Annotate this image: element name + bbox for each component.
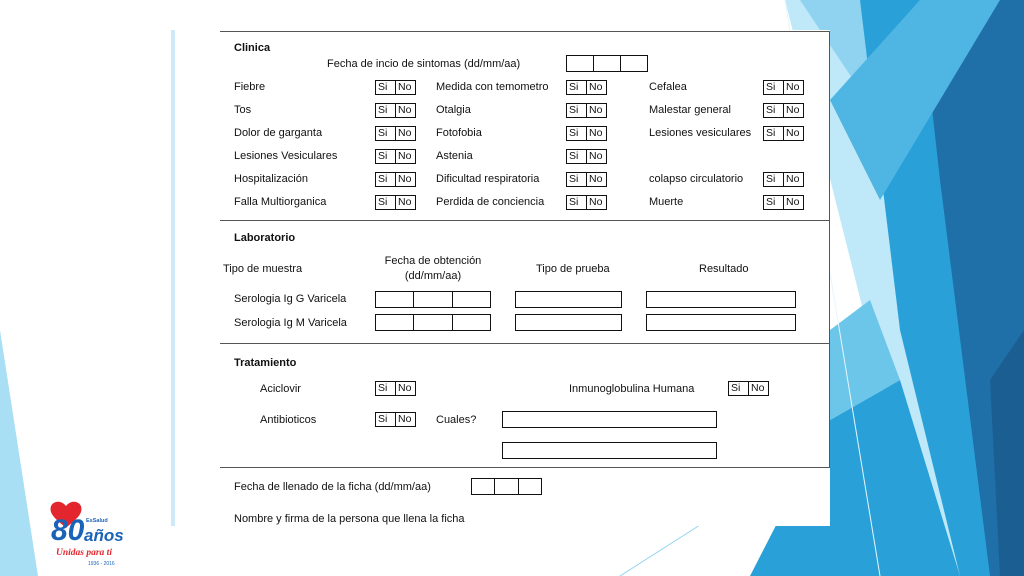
antibioticos-label: Antibioticos <box>260 414 317 426</box>
si-option[interactable]: Si <box>376 127 396 140</box>
si-option[interactable]: Si <box>764 173 784 186</box>
si-option[interactable]: Si <box>764 127 784 140</box>
symptom-label: Perdida de conciencia <box>436 196 545 208</box>
laboratorio-title: Laboratorio <box>234 232 296 244</box>
tratamiento-title: Tratamiento <box>234 357 297 369</box>
lab-test-type-field[interactable] <box>515 291 622 308</box>
col-header-fecha-format: (dd/mm/aa) <box>404 270 462 282</box>
symptom-si-no[interactable] <box>375 149 416 164</box>
symptom-si-no[interactable] <box>763 80 804 95</box>
no-option[interactable]: No <box>398 196 412 208</box>
col-header-resultado: Resultado <box>699 263 749 275</box>
col-header-tipo-prueba: Tipo de prueba <box>536 263 610 275</box>
inmunoglobulina-label: Inmunoglobulina Humana <box>569 383 695 395</box>
no-option[interactable]: No <box>589 81 603 93</box>
lab-result-field[interactable] <box>646 291 796 308</box>
firma-label: Nombre y firma de la persona que llena la ficha <box>234 513 465 525</box>
si-option[interactable]: Si <box>764 196 784 209</box>
cuales-field-2[interactable] <box>502 442 717 459</box>
no-option[interactable]: No <box>786 104 800 116</box>
symptom-si-no[interactable] <box>375 80 416 95</box>
symptom-si-no[interactable] <box>763 126 804 141</box>
no-option[interactable]: No <box>398 104 412 116</box>
onset-date-field[interactable] <box>566 55 648 72</box>
si-option[interactable]: Si <box>764 104 784 117</box>
aciclovir-label: Aciclovir <box>260 383 301 395</box>
symptom-si-no[interactable] <box>375 195 416 210</box>
svg-text:80: 80 <box>51 514 85 547</box>
symptom-label: Fotofobia <box>436 127 482 139</box>
lab-row-label: Serologia Ig G Varicela <box>234 293 347 305</box>
no-option[interactable]: No <box>786 127 800 139</box>
section-divider <box>220 467 830 468</box>
no-option[interactable]: No <box>589 173 603 185</box>
si-option[interactable]: Si <box>376 196 396 209</box>
col-header-tipo-muestra: Tipo de muestra <box>223 263 303 275</box>
fecha-llenado-label: Fecha de llenado de la ficha (dd/mm/aa) <box>234 481 431 493</box>
si-option[interactable]: Si <box>567 104 587 117</box>
no-option[interactable]: No <box>589 104 603 116</box>
inmunoglobulina-si-no[interactable]: Si No <box>728 381 769 396</box>
no-option[interactable]: No <box>398 173 412 185</box>
si-option[interactable]: Si <box>567 81 587 94</box>
section-divider <box>220 220 830 221</box>
right-border <box>829 31 830 468</box>
symptom-si-no[interactable] <box>566 195 607 210</box>
symptom-si-no[interactable] <box>375 172 416 187</box>
onset-date-label: Fecha de incio de sintomas (dd/mm/aa) <box>327 58 521 70</box>
no-option[interactable]: No <box>398 127 412 139</box>
no-option[interactable]: No <box>786 196 800 208</box>
antibioticos-si-no[interactable]: Si No <box>375 412 416 427</box>
clinica-title: Clinica <box>234 42 271 54</box>
symptom-label: Otalgia <box>436 104 471 116</box>
no-option[interactable]: No <box>589 150 603 162</box>
lab-test-type-field[interactable] <box>515 314 622 331</box>
cuales-label: Cuales? <box>436 414 477 426</box>
si-option[interactable]: Si <box>376 81 396 94</box>
no-option[interactable]: No <box>786 173 800 185</box>
symptom-label: Falla Multiorganica <box>234 196 327 208</box>
symptom-si-no[interactable] <box>763 172 804 187</box>
symptom-si-no[interactable] <box>763 103 804 118</box>
aciclovir-si-no[interactable]: Si No <box>375 381 416 396</box>
symptom-label: Medida con temometro <box>436 81 549 93</box>
si-option[interactable]: Si <box>376 150 396 163</box>
symptom-label: Lesiones Vesiculares <box>234 150 338 162</box>
section-divider <box>220 343 830 344</box>
si-option[interactable]: Si <box>567 173 587 186</box>
fecha-llenado-field[interactable] <box>471 478 542 495</box>
lab-date-field[interactable] <box>375 314 491 331</box>
lab-row-label: Serologia Ig M Varicela <box>234 317 347 329</box>
no-option[interactable]: No <box>786 81 800 93</box>
symptom-si-no[interactable] <box>566 149 607 164</box>
symptom-si-no[interactable] <box>763 195 804 210</box>
lab-date-field[interactable] <box>375 291 491 308</box>
svg-text:1936 - 2016: 1936 - 2016 <box>88 561 115 567</box>
symptom-label: Hospitalización <box>234 173 308 185</box>
symptom-label: Dificultad respiratoria <box>436 173 540 185</box>
symptom-si-no[interactable] <box>566 103 607 118</box>
cuales-field[interactable] <box>502 411 717 428</box>
symptom-si-no[interactable] <box>566 172 607 187</box>
svg-text:EsSalud: EsSalud <box>86 518 108 524</box>
svg-text:años: años <box>84 526 124 545</box>
symptom-label: Dolor de garganta <box>234 127 323 139</box>
symptom-si-no[interactable] <box>566 80 607 95</box>
si-option[interactable]: Si <box>376 104 396 117</box>
si-option[interactable]: Si <box>764 81 784 94</box>
no-option[interactable]: No <box>589 196 603 208</box>
svg-text:Unidas para ti: Unidas para ti <box>56 548 112 558</box>
lab-result-field[interactable] <box>646 314 796 331</box>
symptom-label: Malestar general <box>649 104 731 116</box>
symptom-label: Tos <box>234 104 252 116</box>
essalud-80-anos-logo <box>48 498 128 570</box>
symptom-label: Lesiones vesiculares <box>649 127 752 139</box>
symptom-si-no[interactable] <box>566 126 607 141</box>
symptom-label: Fiebre <box>234 81 266 93</box>
symptom-si-no[interactable] <box>375 126 416 141</box>
no-option[interactable]: No <box>589 127 603 139</box>
si-option[interactable]: Si <box>567 150 587 163</box>
symptom-label: Cefalea <box>649 81 687 93</box>
symptom-label: Astenia <box>436 150 473 162</box>
top-border <box>220 31 830 32</box>
symptom-label: colapso circulatorio <box>649 173 744 185</box>
si-option[interactable]: Si <box>567 196 587 209</box>
si-option[interactable]: Si <box>567 127 587 140</box>
symptom-si-no[interactable] <box>375 103 416 118</box>
no-option[interactable]: No <box>398 81 412 93</box>
col-header-fecha: Fecha de obtención <box>384 255 482 267</box>
symptom-label: Muerte <box>649 196 684 208</box>
si-option[interactable]: Si <box>376 173 396 186</box>
no-option[interactable]: No <box>398 150 412 162</box>
